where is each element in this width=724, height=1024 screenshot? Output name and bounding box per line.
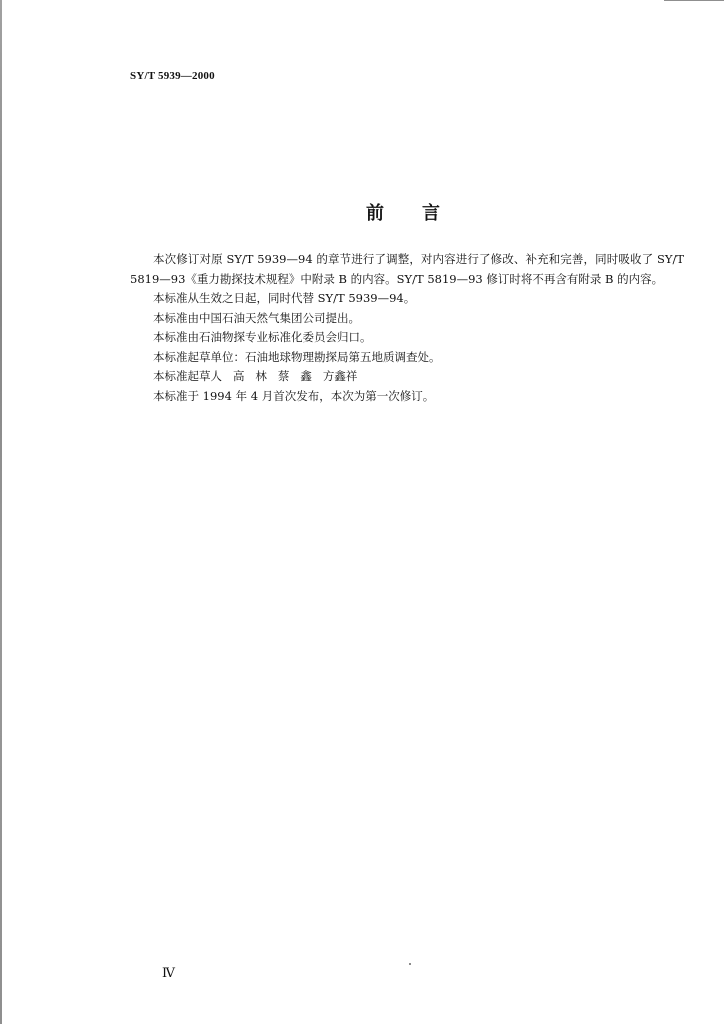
document-code: SY/T 5939—2000 [130,70,215,82]
page-title [366,199,440,225]
title-char-2: 言 [422,203,440,224]
paragraph-revision-note: 本次修订对原 SY/T 5939—94 的章节进行了调整，对内容进行了修改、补充和完善，同时吸收了 SY/T 5819—93《重力勘探技术规程》中附录 B 的内容。SY/T 5819—93 修订时将不再含有附录 B 的内容。 [130,252,684,286]
paragraph-effective: 本标准从生效之日起，同时代替 SY/T 5939—94。 [153,291,416,305]
foreword-body [130,250,684,406]
paragraph-publication: 本标准于 1994 年 4 月首次发布，本次为第一次修订。 [153,388,435,403]
scan-edge-left [0,0,2,1024]
page-number: Ⅳ [162,965,175,980]
scan-speck [409,963,411,965]
paragraph-administrator: 本标准由石油物探专业标准化委员会归口。 [153,330,372,344]
title-char-1: 前 [366,203,384,224]
scan-edge-top [664,0,724,1]
paragraph-proposer: 本标准由中国石油天然气集团公司提出。 [153,310,360,325]
paragraph-drafting-unit: 本标准起草单位：石油地球物理勘探局第五地质调查处。 [153,349,441,364]
paragraph-drafters: 本标准起草人 高 林 蔡 鑫 方鑫祥 [153,369,358,383]
